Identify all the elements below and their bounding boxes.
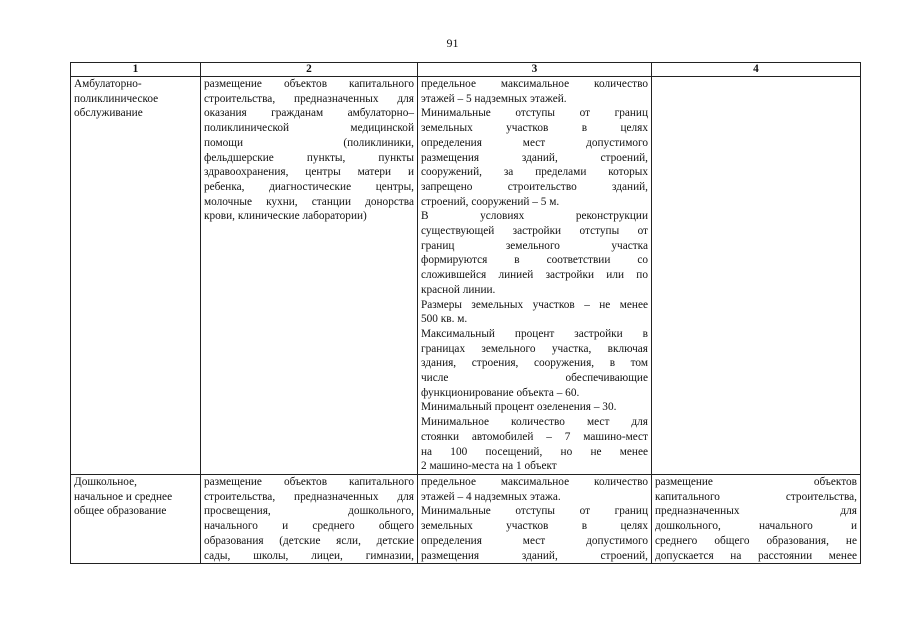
cell-text-line: существующей застройки отступы от	[421, 225, 648, 238]
cell-text-line: допускается на расстоянии менее	[655, 549, 857, 562]
cell-text-line: Минимальные отступы от границ	[421, 107, 648, 120]
cell-text-line: этажей – 4 надземных этажа.	[421, 490, 561, 503]
cell-text-line: размещения зданий, строений,	[421, 151, 648, 164]
cell-text-line: на 100 посещений, но не менее	[421, 445, 648, 458]
table-cell-col-2	[201, 77, 418, 475]
cell-text-line: сооружений, за пределами которых	[421, 166, 648, 179]
cell-text-line: земельных участков в целях	[421, 520, 648, 533]
cell-text-line: образования (детские ясли, детские	[204, 534, 414, 547]
cell-text-line: размещение объектов капитального	[204, 475, 414, 488]
cell-text-line: общее образование	[74, 505, 167, 518]
cell-text-line: сложившейся линией застройки или по	[421, 269, 648, 282]
column-header-4: 4	[652, 63, 861, 77]
cell-text-line: Размеры земельных участков – не менее	[421, 298, 648, 311]
cell-text-line: стоянки автомобилей – 7 машино-мест	[421, 430, 648, 443]
cell-text-line: границ земельного участка	[421, 239, 648, 252]
cell-text-line: этажей – 5 надземных этажей.	[421, 92, 567, 105]
cell-text-line: числе обеспечивающие	[421, 372, 648, 385]
cell-text-line: размещение объектов	[655, 475, 857, 488]
zoning-table	[70, 62, 861, 564]
cell-text-line: Минимальные отступы от границ	[421, 505, 648, 518]
table-cell-col-3	[418, 474, 652, 563]
cell-text-line: предельное максимальное количество	[421, 78, 648, 90]
cell-text-line: функционирование объекта – 60.	[421, 386, 580, 399]
cell-text-line: строительства, предназначенных для	[204, 92, 414, 105]
cell-text-line: запрещено строительство зданий,	[421, 180, 648, 193]
cell-text-line: размещения зданий, строений,	[421, 549, 648, 562]
table-cell-col-1	[71, 474, 201, 563]
cell-text-line: помощи (поликлиники,	[204, 136, 414, 149]
cell-text-line: обслуживание	[74, 107, 143, 120]
cell-text-line: Дошкольное,	[74, 475, 137, 488]
cell-text-line: красной линии.	[421, 283, 496, 296]
cell-text-line: границах земельного участка, включая	[421, 342, 648, 355]
cell-text-line: фельдшерские пункты, пункты	[204, 151, 414, 164]
column-header-3: 3	[418, 63, 652, 77]
cell-text-line: среднего общего образования, не	[655, 534, 857, 547]
cell-text-line: начального и среднего общего	[204, 520, 414, 533]
cell-text-line: предельное максимальное количество	[421, 475, 648, 488]
cell-text-line: Минимальный процент озеленения – 30.	[421, 401, 617, 414]
page-number: 91	[446, 36, 459, 50]
column-header-2: 2	[201, 63, 418, 77]
cell-text-line: капитального строительства,	[655, 490, 857, 503]
cell-text-line: просвещения, дошкольного,	[204, 505, 414, 518]
cell-text-line: строительства, предназначенных для	[204, 490, 414, 503]
cell-text-line: 500 кв. м.	[421, 313, 468, 326]
cell-text-line: размещение объектов капитального	[204, 78, 414, 90]
cell-text-line: молочные кухни, станции донорства	[204, 195, 414, 208]
cell-text-line: Минимальное количество мест для	[421, 416, 648, 429]
cell-text-line: здравоохранения, центры матери и	[204, 166, 414, 179]
cell-text-line: определения мест допустимого	[421, 534, 648, 547]
table-row	[71, 77, 861, 475]
cell-text-line: Максимальный процент застройки в	[421, 327, 648, 340]
header-row	[71, 63, 861, 77]
cell-text-line: оказания гражданам амбулаторно–	[204, 107, 414, 120]
table-cell-col-2	[201, 474, 418, 563]
cell-text-line: крови, клинические лаборатории)	[204, 210, 367, 223]
cell-text-line: формируются в соответствии со	[421, 254, 648, 267]
cell-text-line: поликлинической медицинской	[204, 122, 414, 135]
table-cell-col-1	[71, 77, 201, 475]
cell-text-line: определения мест допустимого	[421, 136, 648, 149]
cell-text-line: сады, школы, лицеи, гимназии,	[204, 549, 414, 562]
cell-text-line: 2 машино-места на 1 объект	[421, 460, 557, 473]
column-header-1: 1	[71, 63, 201, 77]
cell-text-line: В условиях реконструкции	[421, 210, 648, 223]
cell-text-line: предназначенных для	[655, 505, 857, 518]
table-cell-col-3	[418, 77, 652, 475]
cell-text-line: ребенка, диагностические центры,	[204, 180, 414, 193]
table-cell-col-4	[652, 77, 861, 475]
cell-text-line: начальное и среднее	[74, 490, 173, 503]
table-row	[71, 474, 861, 563]
cell-text-line: дошкольного, начального и	[655, 520, 857, 533]
table-cell-col-4	[652, 474, 861, 563]
cell-text-line: поликлиническое	[74, 92, 159, 105]
cell-text-line: земельных участков в целях	[421, 122, 648, 135]
cell-text-line: здания, строения, сооружения, в том	[421, 357, 648, 370]
cell-text-line: Амбулаторно-	[74, 78, 142, 90]
cell-text-line: строений, сооружений – 5 м.	[421, 195, 560, 208]
